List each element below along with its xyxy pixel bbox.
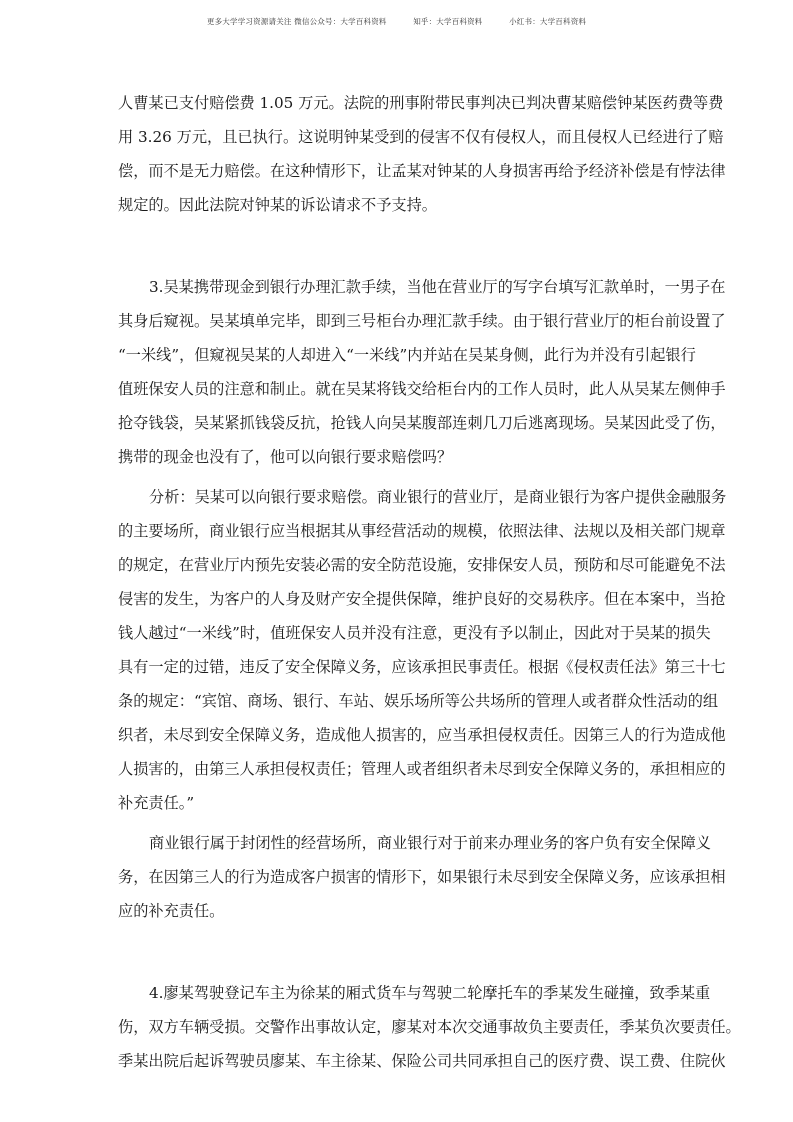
text-line: 的规定，在营业厅内预先安装必需的安全防范设施，安排保安人员，预防和尽可能避免不法 <box>118 556 726 574</box>
text-line: 规定的。因此法院对钟某的诉讼请求不予支持。 <box>118 196 437 214</box>
text-line: 值班保安人员的注意和制止。就在吴某将钱交给柜台内的工作人员时，此人从吴某左侧伸手 <box>118 380 726 398</box>
text-line: 应的补充责任。 <box>118 902 225 920</box>
text-line: 具有一定的过错，违反了安全保障义务，应该承担民事责任。根据《侵权责任法》第三十七 <box>118 658 726 676</box>
section-gap <box>118 222 676 270</box>
text-line: 偿，而不是无力赔偿。在这种情形下，让孟某对钟某的人身损害再给予经济补偿是有悖法律 <box>118 162 726 180</box>
text-line: 用 3.26 万元，且已执行。这说明钟某受到的侵害不仅有侵权人，而且侵权人已经进行了赔 <box>118 128 724 146</box>
text-line: 织者，未尽到安全保障义务，造成他人损害的，应当承担侵权责任。因第三人的行为造成他 <box>118 726 726 744</box>
text-line: 的主要场所，商业银行应当根据其从事经营活动的规模，依照法律、法规以及相关部门规章 <box>118 522 726 540</box>
text-line: 补充责任。” <box>118 794 195 812</box>
header-zhihu: 知乎：大学百科资料 <box>413 17 483 26</box>
text-line: 侵害的发生，为客户的人身及财产安全提供保障，维护良好的交易秩序。但在本案中，当抢 <box>118 590 726 608</box>
section-gap <box>118 928 676 976</box>
text-line: 务，在因第三人的行为造成客户损害的情形下，如果银行未尽到安全保障义务，应该承担相 <box>118 868 726 886</box>
text-line: 人损害的，由第三人承担侵权责任；管理人或者组织者未尽到安全保障义务的，承担相应的 <box>118 760 726 778</box>
text-line: 伤，双方车辆受损。交警作出事故认定，廖某对本次交通事故负主要责任，季某负次要责任。 <box>118 1018 741 1036</box>
text-line: 4.廖某驾驶登记车主为徐某的厢式货车与驾驶二轮摩托车的季某发生碰撞，致季某重 <box>149 984 711 1002</box>
text-line: “一米线”，但窥视吴某的人却进入“一米线”内并站在吴某身侧，此行为并没有引起银行 <box>118 346 696 364</box>
header-xiaohongshu: 小红书：大学百科资料 <box>509 17 587 26</box>
header-wechat: 更多大学学习资源请关注 微信公众号：大学百科资料 <box>206 17 387 26</box>
document-body <box>118 86 741 1078</box>
case-3-conclusion <box>118 826 726 928</box>
case-4-question <box>118 976 741 1078</box>
page-header <box>0 16 793 27</box>
text-line: 钱人越过“一米线”时，值班保安人员并没有注意，更没有予以制止，因此对于吴某的损失 <box>118 624 711 642</box>
text-line: 条的规定：“宾馆、商场、银行、车站、娱乐场所等公共场所的管理人或者群众性活动的组 <box>118 692 719 710</box>
text-line: 其身后窥视。吴某填单完毕，即到三号柜台办理汇款手续。由于银行营业厅的柜台前设置了 <box>118 312 726 330</box>
text-line: 人曹某已支付赔偿费 1.05 万元。法院的刑事附带民事判决已判决曹某赔偿钟某医药费等费 <box>118 94 724 112</box>
text-line: 3.吴某携带现金到银行办理汇款手续，当他在营业厅的写字台填写汇款单时，一男子在 <box>149 278 726 296</box>
text-line: 季某出院后起诉驾驶员廖某、车主徐某、保险公司共同承担自己的医疗费、误工费、住院伙 <box>118 1052 726 1070</box>
text-line: 携带的现金也没有了，他可以向银行要求赔偿吗？ <box>118 448 453 466</box>
text-line: 商业银行属于封闭性的经营场所，商业银行对于前来办理业务的客户负有安全保障义 <box>149 834 711 852</box>
case-3-question <box>118 270 726 474</box>
text-line: 分析：吴某可以向银行要求赔偿。商业银行的营业厅，是商业银行为客户提供金融服务 <box>149 488 727 506</box>
paragraph-continuation <box>118 86 726 222</box>
text-line: 抢夺钱袋，吴某紧抓钱袋反抗，抢钱人向吴某腹部连刺几刀后逃离现场。吴某因此受了伤， <box>118 414 726 432</box>
case-3-analysis <box>118 480 727 820</box>
